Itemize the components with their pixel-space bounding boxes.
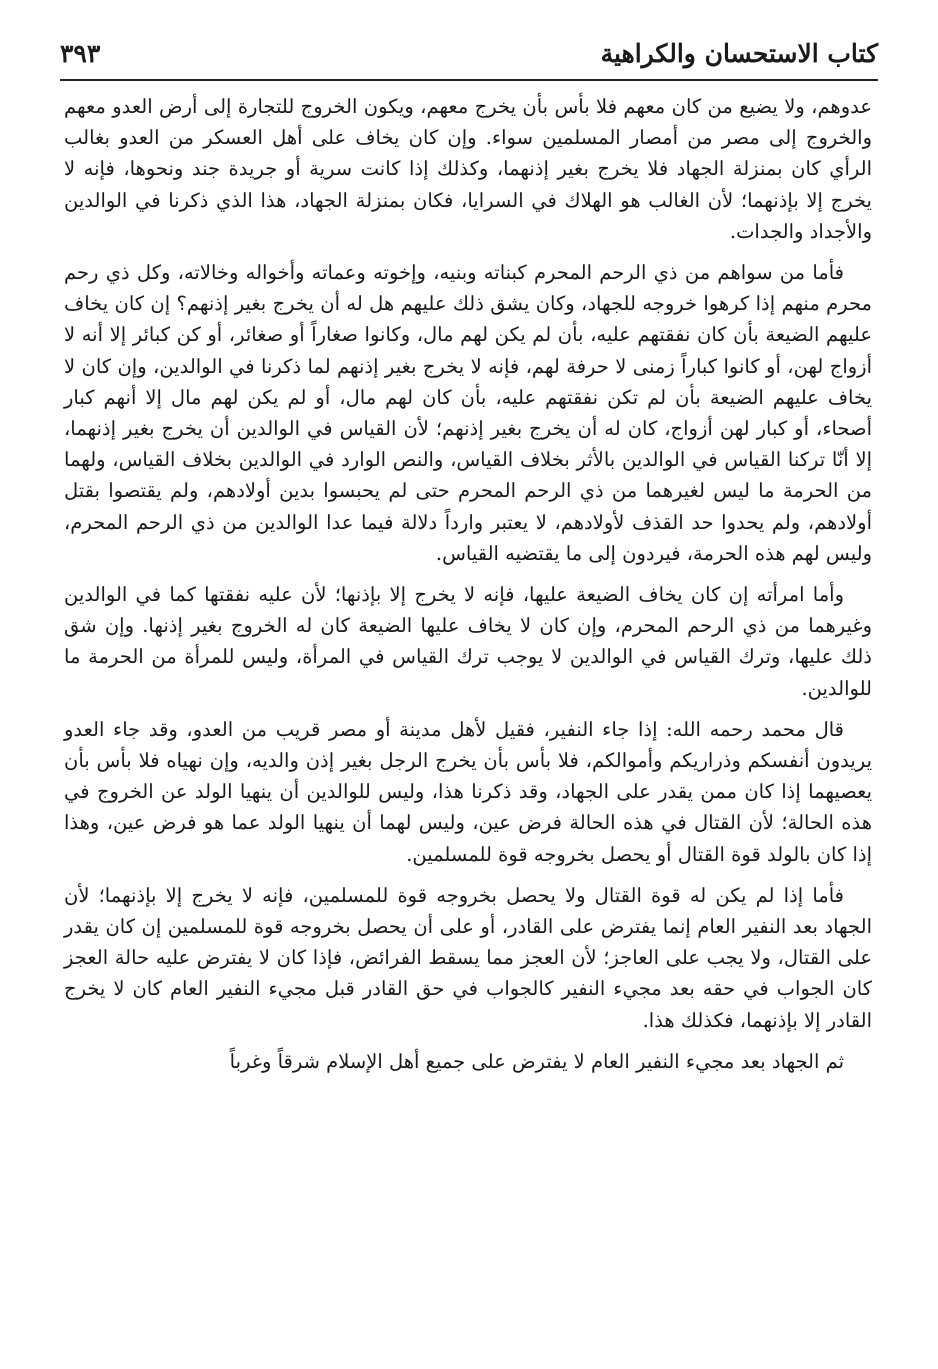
- paragraph-4: قال محمد رحمه الله: إذا جاء النفير، فقيل لأهل مدينة أو مصر قريب من العدو، وقد جاء العدو يريدون أنفسكم وذراريكم وأموالكم، فلا بأس بأن يخرج الرجل بغير إذن والديه، وإن نهياه فلا بأس بأن يعصيهما إذا كان ممن يقدر على الجهاد، وقد ذكرنا هذا، وليس للوالدين أن ينهيا الولد عن الخروج في هذه الحالة؛ لأن القتال في هذه الحالة فرض عين، وليس لهما أن ينهيا الولد عما هو فرض عين، وهذا إذا كان بالولد قوة القتال أو يحصل بخروجه قوة للمسلمين.: [64, 717, 872, 866]
- header-rule: [60, 79, 878, 81]
- paragraph-6: ثم الجهاد بعد مجيء النفير العام لا يفترض على جميع أهل الإسلام شرقاً وغرباً: [229, 1049, 844, 1073]
- running-title: كتاب الاستحسان والكراهية: [600, 39, 878, 68]
- page-body: [64, 91, 872, 1077]
- page-header: [60, 36, 878, 72]
- paragraph-5: فأما إذا لم يكن له قوة القتال ولا يحصل بخروجه قوة للمسلمين، فإنه لا يخرج إلا بإذنهما؛ لأن الجهاد بعد النفير العام إنما يفترض على القادر، أو على أن يحصل بخروجه قوة للمسلمين إن كان يقدر على القتال، ولا يجب على العاجز؛ لأن العجز مما يسقط الفرائض، فإذا كان لا يفترض عليه حالة العجز كان الجواب في حقه بعد مجيء النفير كالجواب في حق القادر قبل مجيء النفير العام كان لا يخرج القادر إلا بإذنهما، فكذلك هذا.: [64, 883, 872, 1032]
- page-number: ٣٩٣: [60, 39, 101, 68]
- paragraph-1: عدوهم، ولا يضيع من كان معهم فلا بأس بأن يخرج معهم، ويكون الخروج للتجارة إلى أرض العدو معهم والخروج إلى مصر من أمصار المسلمين سواء. وإن كان يخاف على أهل العسكر من العدو بغالب الرأي كان بمنزلة الجهاد فلا يخرج بغير إذنهما، وكذلك إذا كانت سرية أو جريدة جند ونحوها، فإنه لا يخرج إلا بإذنهما؛ لأن الغالب هو الهلاك في السرايا، فكان بمنزلة الجهاد، هذا الذي ذكرنا في الوالدين والأجداد والجدات.: [64, 95, 872, 243]
- paragraph-3: وأما امرأته إن كان يخاف الضيعة عليها، فإنه لا يخرج إلا بإذنها؛ لأن عليه نفقتها كما في الوالدين وغيرهما من ذي الرحم المحرم، وإن كان لا يخاف عليها الضيعة كان له الخروج بغير إذنها. وإن شق ذلك عليها، وترك القياس في الوالدين لا يوجب ترك القياس في المرأة، وليس للمرأة من الحرمة ما للوالدين.: [64, 583, 872, 700]
- paragraph-2: فأما من سواهم من ذي الرحم المحرم كبناته وبنيه، وإخوته وعماته وأخواله وخالاته، وكل ذي رحم محرم منهم إذا كرهوا خروجه للجهاد، وكان يشق ذلك عليهم هل له أن يخرج بغير إذنهم؟ إن كان يخاف عليهم الضيعة بأن كان نفقتهم عليه، بأن لم يكن لهم مال، وكانوا صغاراً أو صغائر، أو كن كبائر إلا أنه لا أزواج لهن، أو كانوا كباراً زمنى لا حرفة لهم، فإنه لا يخرج بغير إذنهم لما ذكرنا في الوالدين، وإن كان لا يخاف عليهم الضيعة بأن لم تكن نفقتهم عليه، بأن كان لهم مال، أو لم يكن لهم مال إلا أنهم كبار أصحاء، أو كبار لهن أزواج، كان له أن يخرج بغير إذنهم؛ لأن القياس في الوالدين أن يخرج بغير إذنهما، إلا أنّا تركنا القياس في الوالدين بالأثر بخلاف القياس، والنص الوارد في الوالدين بخلاف القياس، ولهما من الحرمة ما ليس لغيرهما من ذي الرحم المحرم حتى لم يحبسوا بدين أولادهم، ولم يقتصوا بقتل أولادهم، ولم يحدوا حد القذف لأولادهم، لا يعتبر وارداً دلالة فيما عدا الوالدين من ذي الرحم المحرم، وليس لهم هذه الحرمة، فيردون إلى ما يقتضيه القياس.: [64, 261, 872, 565]
